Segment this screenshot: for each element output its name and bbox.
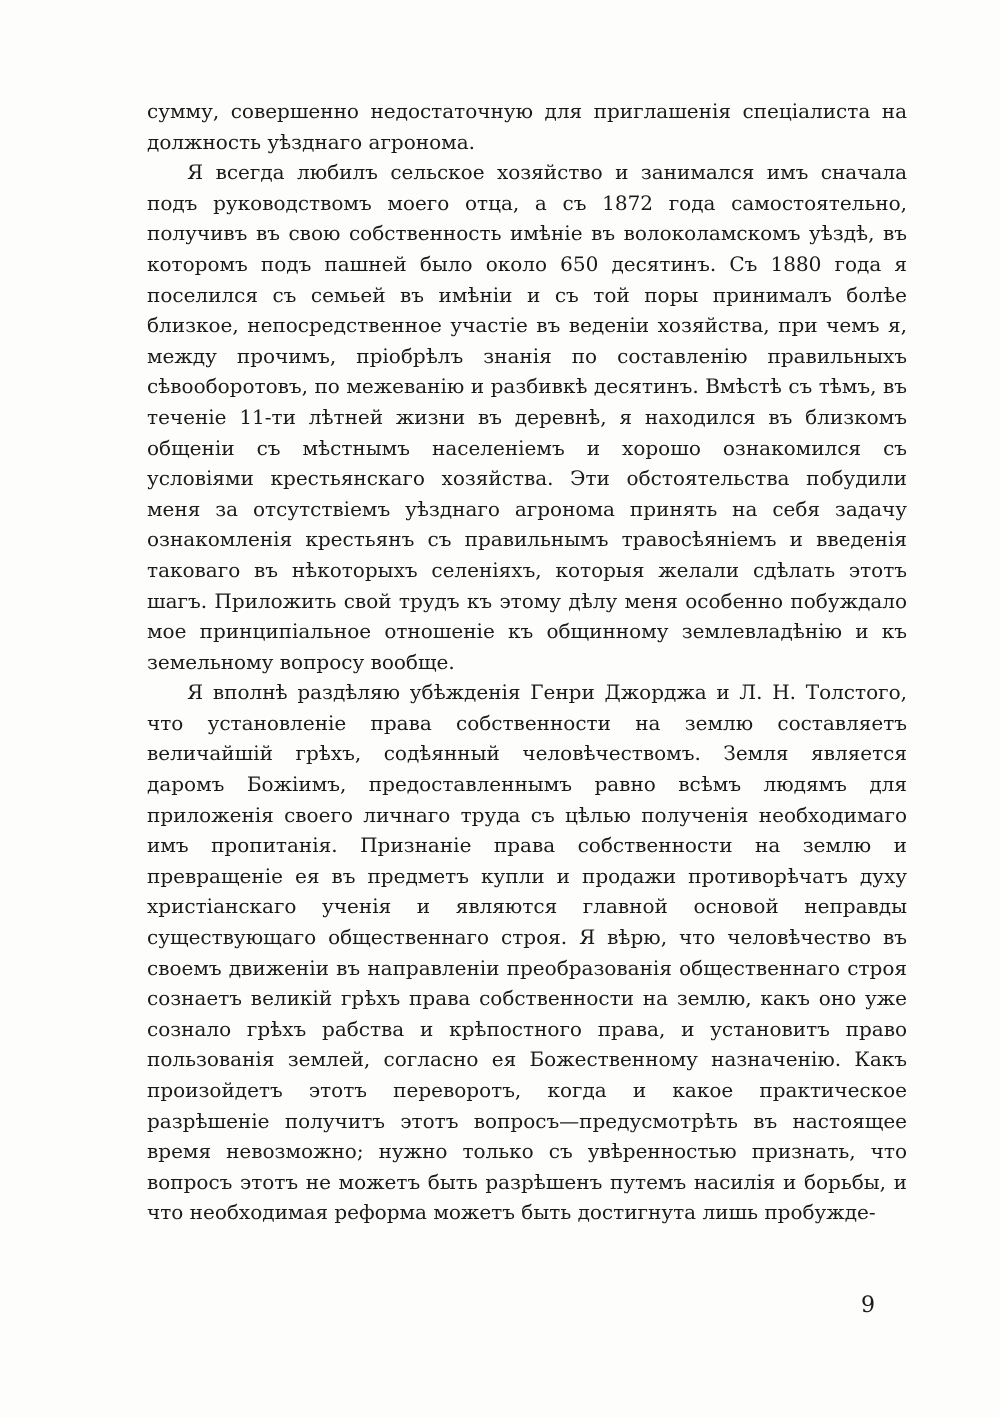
- body-text: [147, 96, 907, 1228]
- paragraph-agriculture: Я всегда любилъ сельское хозяйство и занимался имъ сначала подъ руководствомъ моего отца, а съ 1872 года самостоятельно, получивъ въ свою собственность имѣніе въ волоколамскомъ уѣздѣ, въ которомъ подъ пашней было около 650 десятинъ. Съ 1880 года я поселился съ семьей въ имѣніи и съ той поры принималъ болѣе близкое, непосредственное участіе въ веденіи хозяйства, при чемъ я, между прочимъ, пріобрѣлъ знанія по составленію правильныхъ сѣвооборотовъ, по межеванію и разбивкѣ десятинъ. Вмѣстѣ съ тѣмъ, въ теченіе 11-ти лѣтней жизни въ деревнѣ, я находился въ близкомъ общеніи съ мѣстнымъ населеніемъ и хорошо ознакомился съ условіями крестьянскаго хозяйства. Эти обстоятельства побудили меня за отсутствіемъ уѣзднаго агронома принять на себя задачу ознакомленія крестьянъ съ правильнымъ травосѣяніемъ и введенія таковаго въ нѣкоторыхъ селеніяхъ, которыя желали сдѣлать этотъ шагъ. Приложить свой трудъ къ этому дѣлу меня особенно побуждало мое принципіальное отношеніе къ общинному землевладѣнію и къ земельному вопросу вообще.: [147, 160, 907, 674]
- paragraph-land-ownership: Я вполнѣ раздѣляю убѣжденія Генри Джорджа и Л. Н. Толстого, что установленіе права собственности на землю составляетъ величайшій грѣхъ, содѣянный человѣчествомъ. Земля является даромъ Божіимъ, предоставленнымъ равно всѣмъ людямъ для приложенія своего личнаго труда съ цѣлью полученія необходимаго имъ пропитанія. Признаніе права собственности на землю и превращеніе ея въ предметъ купли и продажи противорѣчатъ духу христіанскаго ученія и являются главной основой неправды существующаго общественнаго строя. Я вѣрю, что человѣчество въ своемъ движеніи въ направленіи преобразованія общественнаго строя сознаетъ великій грѣхъ права собственности на землю, какъ оно уже сознало грѣхъ рабства и крѣпостного права, и установитъ право пользованія землей, согласно ея Божественному назначенію. Какъ произойдетъ этотъ переворотъ, когда и какое практическое разрѣшеніе получитъ этотъ вопросъ—предусмотрѣть въ настоящее время невозможно; нужно только съ увѣренностью признать, что вопросъ этотъ не можетъ быть разрѣшенъ путемъ насилія и борьбы, и что необходимая реформа можетъ быть достигнута лишь пробужде-: [147, 680, 907, 1225]
- page-number: 9: [861, 1293, 875, 1318]
- paragraph-continuation: сумму, совершенно недостаточную для приглашенія спеціалиста на должность уѣзднаго агронома.: [147, 99, 907, 154]
